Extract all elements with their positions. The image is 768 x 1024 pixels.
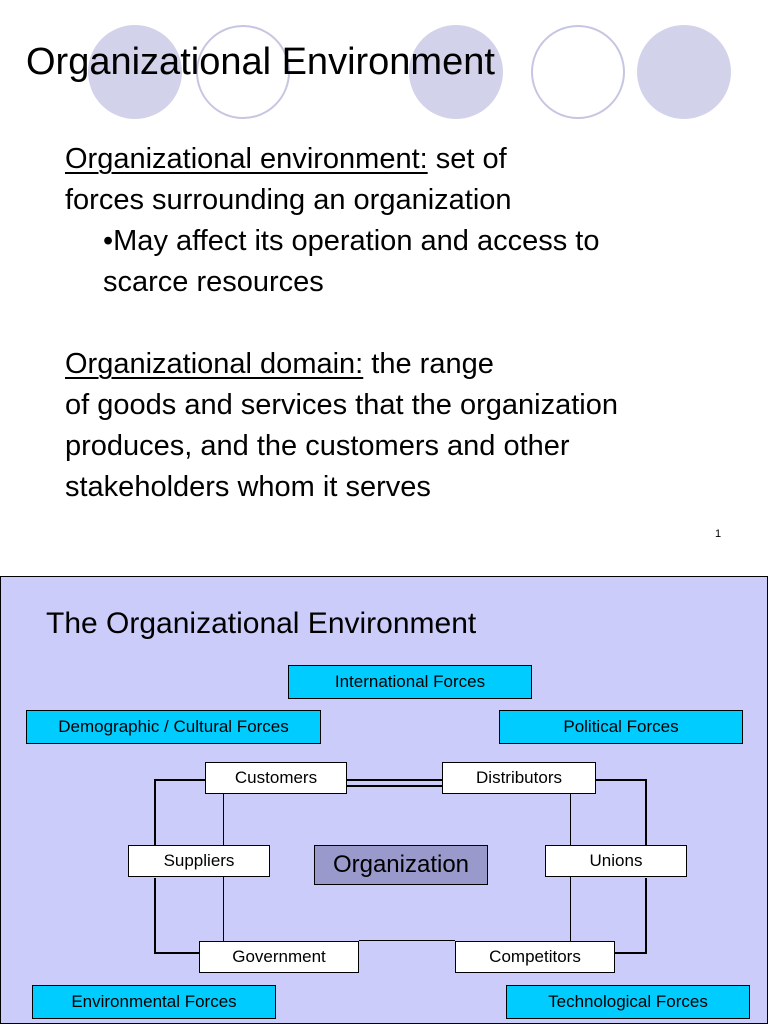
connector-left-lower bbox=[154, 878, 156, 954]
international-forces-box: International Forces bbox=[288, 665, 532, 699]
distributors-box: Distributors bbox=[442, 762, 596, 794]
organization-box: Organization bbox=[314, 845, 488, 885]
domain-definition-line-2: of goods and services that the organization bbox=[65, 389, 618, 421]
domain-definition-line-1 bbox=[65, 344, 494, 385]
competitors-box: Competitors bbox=[455, 941, 615, 973]
connector-top-left bbox=[154, 779, 206, 781]
inner-frame-bottom bbox=[359, 940, 455, 941]
connector-right-lower bbox=[645, 878, 647, 954]
decor-circle-5 bbox=[637, 25, 731, 119]
suppliers-box: Suppliers bbox=[128, 845, 270, 877]
domain-definition-start: the range bbox=[363, 348, 494, 380]
bullet-line-2: scarce resources bbox=[103, 266, 324, 298]
domain-definition-line-3: produces, and the customers and other bbox=[65, 430, 570, 462]
connector-right-upper bbox=[645, 779, 647, 847]
connector-customers-distributors-bottom bbox=[346, 785, 442, 787]
customers-box: Customers bbox=[205, 762, 347, 794]
environment-definition-line-1 bbox=[65, 139, 507, 180]
political-forces-box: Political Forces bbox=[499, 710, 743, 744]
connector-left-upper bbox=[154, 779, 156, 847]
environment-definition-line-2: forces surrounding an organization bbox=[65, 184, 512, 216]
technological-forces-box: Technological Forces bbox=[506, 985, 750, 1019]
connector-bottom-left bbox=[154, 952, 199, 954]
environment-definition-start: set of bbox=[427, 143, 507, 175]
diagram-title: The Organizational Environment bbox=[46, 607, 477, 640]
unions-box: Unions bbox=[545, 845, 687, 877]
decor-circle-4 bbox=[531, 25, 625, 119]
government-box: Government bbox=[199, 941, 359, 973]
page-number: 1 bbox=[715, 528, 722, 540]
slide-2 bbox=[0, 576, 768, 1024]
domain-definition-line-4: stakeholders whom it serves bbox=[65, 471, 431, 503]
demographic-cultural-forces-box: Demographic / Cultural Forces bbox=[26, 710, 321, 744]
environment-term: Organizational environment: bbox=[65, 143, 428, 175]
bullet-line-1: •May affect its operation and access to bbox=[103, 225, 600, 257]
connector-customers-distributors-top bbox=[346, 779, 442, 781]
connector-bottom-right bbox=[615, 952, 647, 954]
domain-term: Organizational domain: bbox=[65, 348, 364, 380]
connector-top-right bbox=[595, 779, 647, 781]
slide-title: Organizational Environment bbox=[26, 41, 495, 83]
environmental-forces-box: Environmental Forces bbox=[32, 985, 276, 1019]
